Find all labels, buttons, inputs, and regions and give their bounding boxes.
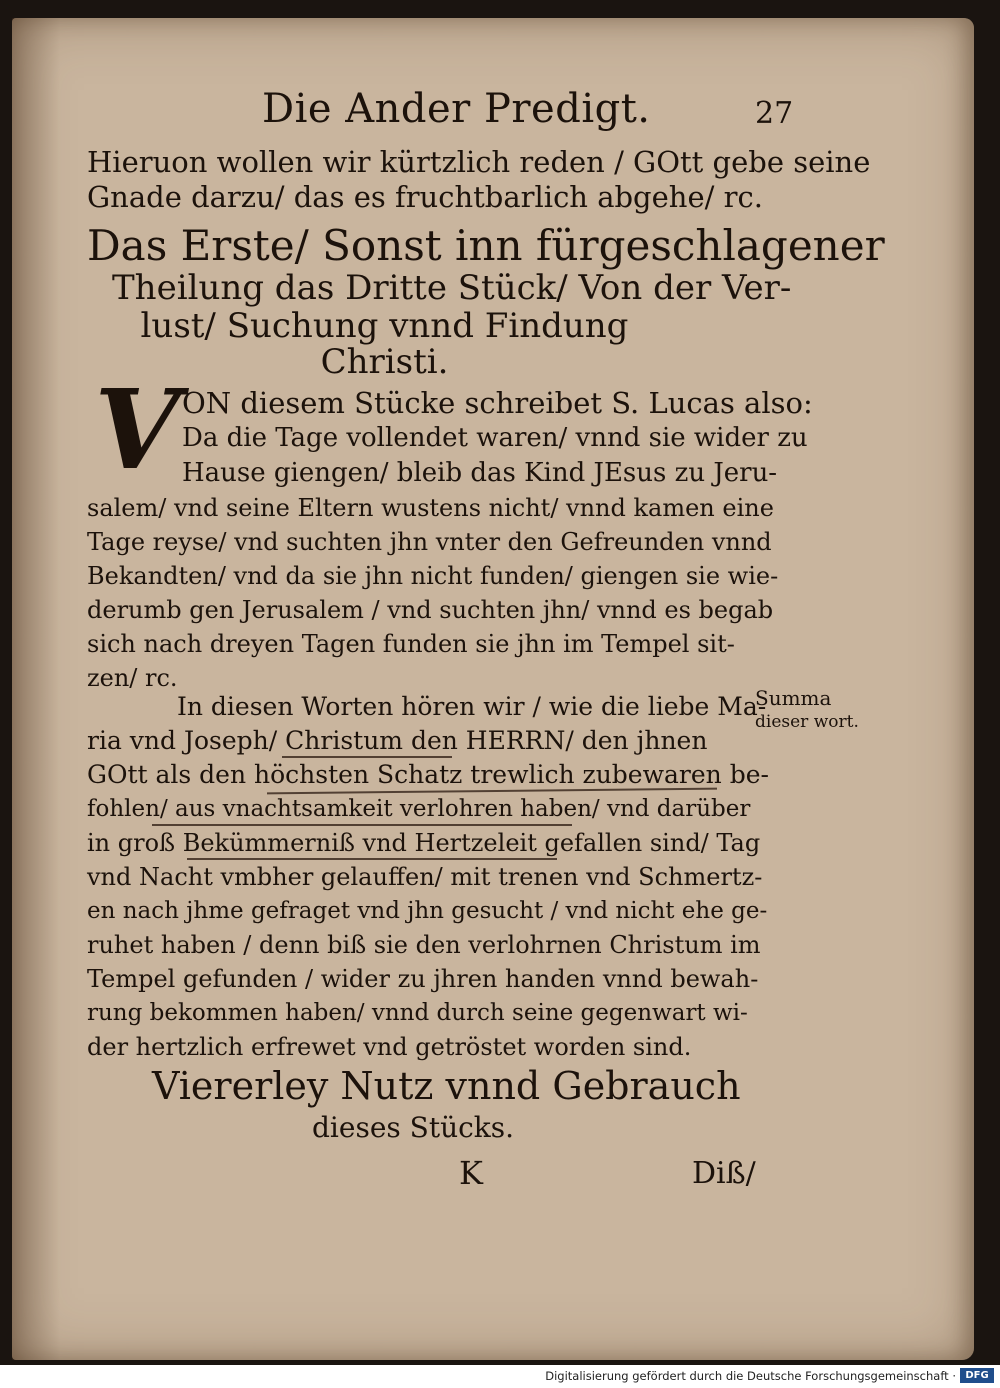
handwritten-underline [187, 858, 557, 860]
body-text-line: Bekandten/ vnd da sie jhn nicht funden/ giengen sie wie- [87, 562, 779, 590]
signature-mark: K [459, 1154, 483, 1192]
body-text-line: zen/ rc. [87, 664, 178, 692]
body-text-line: vnd Nacht vmbher gelauffen/ mit trenen vnd Schmertz- [87, 863, 763, 891]
page-number: 27 [755, 96, 794, 131]
subheading-line: dieses Stücks. [312, 1111, 515, 1144]
drop-cap-initial: V [94, 365, 180, 494]
body-text-line: ON diesem Stücke schreibet S. Lucas also: [182, 386, 813, 420]
body-text-line: In diesen Worten hören wir / wie die liebe Ma- [177, 692, 767, 721]
body-text-line: sich nach dreyen Tagen funden sie jhn im Tempel sit- [87, 630, 735, 658]
funding-credit: Digitalisierung gefördert durch die Deutsche Forschungsgemeinschaft · [545, 1369, 956, 1383]
margin-note-line: dieser wort. [755, 712, 859, 732]
handwritten-underline [152, 824, 572, 826]
body-text-line: derumb gen Jerusalem / vnd suchten jhn/ vnnd es begab [87, 596, 774, 624]
intro-line: Gnade darzu/ das es fruchtbarlich abgehe/ rc. [87, 180, 763, 214]
body-text-line: ruhet haben / denn biß sie den verlohrnen Christum im [87, 931, 761, 959]
intro-line: Hieruon wollen wir kürtzlich reden / GOtt gebe seine [87, 145, 871, 179]
section-heading-line: Theilung das Dritte Stück/ Von der Ver- [112, 268, 792, 308]
body-text-line: ria vnd Joseph/ Christum den HERRN/ den jhnen [87, 726, 708, 755]
body-text-line: Tempel gefunden / wider zu jhren handen vnnd bewah- [87, 965, 759, 993]
body-text-line: fohlen/ aus vnachtsamkeit verlohren haben/ vnd darüber [87, 796, 751, 822]
book-page [12, 18, 974, 1360]
section-heading-line: Christi. [320, 342, 449, 382]
body-text-line: rung bekommen haben/ vnnd durch seine gegenwart wi- [87, 1000, 748, 1026]
subheading-line: Viererley Nutz vnnd Gebrauch [152, 1064, 741, 1108]
running-title: Die Ander Predigt. [262, 86, 651, 132]
running-head [12, 78, 974, 138]
body-text-line: en nach jhme gefraget vnd jhn gesucht / vnd nicht ehe ge- [87, 898, 768, 924]
footer-bar [0, 1365, 1000, 1388]
dfg-logo-icon: DFG [960, 1368, 994, 1383]
margin-note-line: Summa [755, 686, 832, 710]
body-text-line: Tage reyse/ vnd suchten jhn vnter den Gefreunden vnnd [87, 528, 772, 556]
body-text-line: GOtt als den höchsten Schatz trewlich zubewaren be- [87, 760, 769, 789]
handwritten-underline [282, 756, 452, 758]
section-heading-line: Das Erste/ Sonst inn fürgeschlagener [87, 221, 885, 270]
body-text-line: Hause giengen/ bleib das Kind JEsus zu Jeru- [182, 458, 778, 488]
body-text-line: der hertzlich erfrewet vnd getröstet worden sind. [87, 1033, 692, 1061]
body-text-line: in groß Bekümmerniß vnd Hertzeleit gefallen sind/ Tag [87, 829, 761, 857]
catchword: Diß/ [692, 1156, 756, 1191]
body-text-line: Da die Tage vollendet waren/ vnnd sie wider zu [182, 423, 808, 453]
section-heading-line: lust/ Suchung vnnd Findung [140, 306, 629, 346]
body-text-line: salem/ vnd seine Eltern wustens nicht/ vnnd kamen eine [87, 494, 774, 522]
